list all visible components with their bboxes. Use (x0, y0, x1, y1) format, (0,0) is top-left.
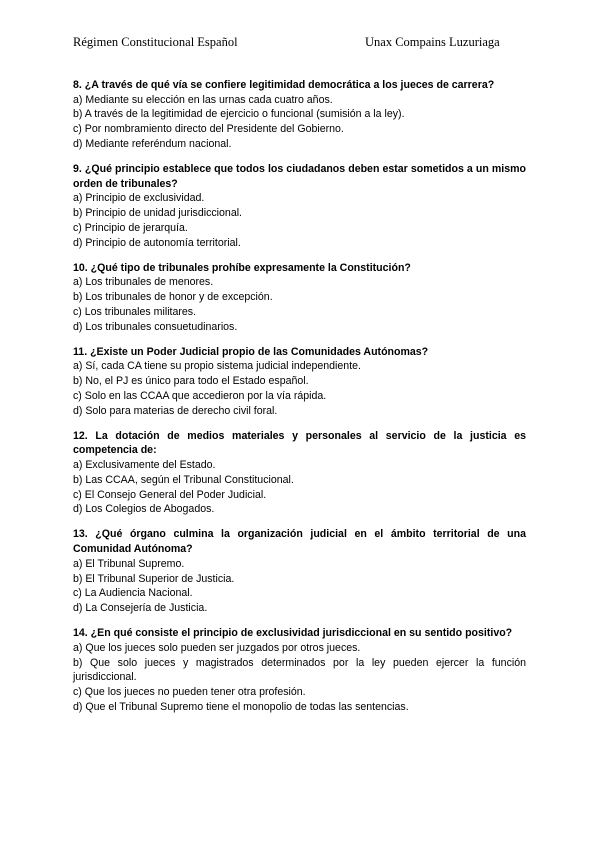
question-14 (73, 626, 526, 714)
header-author: Unax Compains Luzuriaga (365, 35, 500, 49)
option-a: a) El Tribunal Supremo. (73, 557, 185, 570)
option-c: c) Los tribunales militares. (73, 305, 197, 318)
option-a: a) Los tribunales de menores. (73, 276, 214, 289)
option-d: d) Solo para materias de derecho civil foral. (73, 404, 278, 417)
question-11 (73, 345, 526, 419)
option-a: a) Exclusivamente del Estado. (73, 459, 216, 472)
option-b: b) Principio de unidad jurisdiccional. (73, 207, 243, 220)
question-list (73, 78, 526, 725)
question-8 (73, 78, 526, 152)
option-a: a) Sí, cada CA tiene su propio sistema judicial independiente. (73, 360, 361, 373)
option-d: d) Principio de autonomía territorial. (73, 236, 241, 249)
option-b: b) A través de la legitimidad de ejercicio o funcional (sumisión a la ley). (73, 108, 405, 121)
option-c: c) Solo en las CCAA que accedieron por la vía rápida. (73, 389, 327, 402)
question-13 (73, 527, 526, 615)
question-text: 11. ¿Existe un Poder Judicial propio de las Comunidades Autónomas? (73, 345, 429, 358)
option-d: d) Los tribunales consuetudinarios. (73, 320, 238, 333)
option-c: c) Por nombramiento directo del Presidente del Gobierno. (73, 123, 344, 136)
option-d: d) Mediante referéndum nacional. (73, 137, 232, 150)
question-10 (73, 261, 526, 335)
option-c: c) Principio de jerarquía. (73, 221, 188, 234)
question-text: 14. ¿En qué consiste el principio de exclusividad jurisdiccional en su sentido positivo? (73, 627, 513, 640)
option-a: a) Principio de exclusividad. (73, 192, 205, 205)
option-c: c) El Consejo General del Poder Judicial. (73, 488, 267, 501)
question-text: 9. ¿Qué principio establece que todos los ciudadanos deben estar sometidos a un mismo orden de tribunales? (73, 163, 526, 190)
question-text: 10. ¿Qué tipo de tribunales prohíbe expresamente la Constitución? (73, 261, 411, 274)
option-b: b) No, el PJ es único para todo el Estado español. (73, 375, 309, 388)
option-c: c) La Audiencia Nacional. (73, 587, 193, 600)
option-a: a) Que los jueces solo pueden ser juzgados por otros jueces. (73, 641, 361, 654)
option-d: d) La Consejería de Justicia. (73, 602, 208, 614)
question-text: 12. La dotación de medios materiales y personales al servicio de la justicia es competencia de: (73, 429, 526, 457)
option-b: b) Las CCAA, según el Tribunal Constitucional. (73, 473, 294, 486)
question-12 (73, 429, 526, 517)
option-d: d) Que el Tribunal Supremo tiene el monopolio de todas las sentencias. (73, 700, 409, 713)
header-course-title: Régimen Constitucional Español (73, 35, 238, 49)
option-b: b) El Tribunal Superior de Justicia. (73, 572, 235, 585)
option-d: d) Los Colegios de Abogados. (73, 503, 215, 516)
option-b: b) Que solo jueces y magistrados determinados por la ley pueden ejercer la función jurisdiccional. (73, 656, 526, 684)
question-9 (73, 162, 526, 250)
option-c: c) Que los jueces no pueden tener otra profesión. (73, 686, 306, 699)
option-a: a) Mediante su elección en las urnas cada cuatro años. (73, 93, 333, 106)
option-b: b) Los tribunales de honor y de excepción. (73, 291, 273, 304)
question-text: 8. ¿A través de qué vía se confiere legitimidad democrática a los jueces de carrera? (73, 79, 495, 91)
question-text: 13. ¿Qué órgano culmina la organización judicial en el ámbito territorial de una Comunidad Autónoma? (73, 528, 526, 556)
